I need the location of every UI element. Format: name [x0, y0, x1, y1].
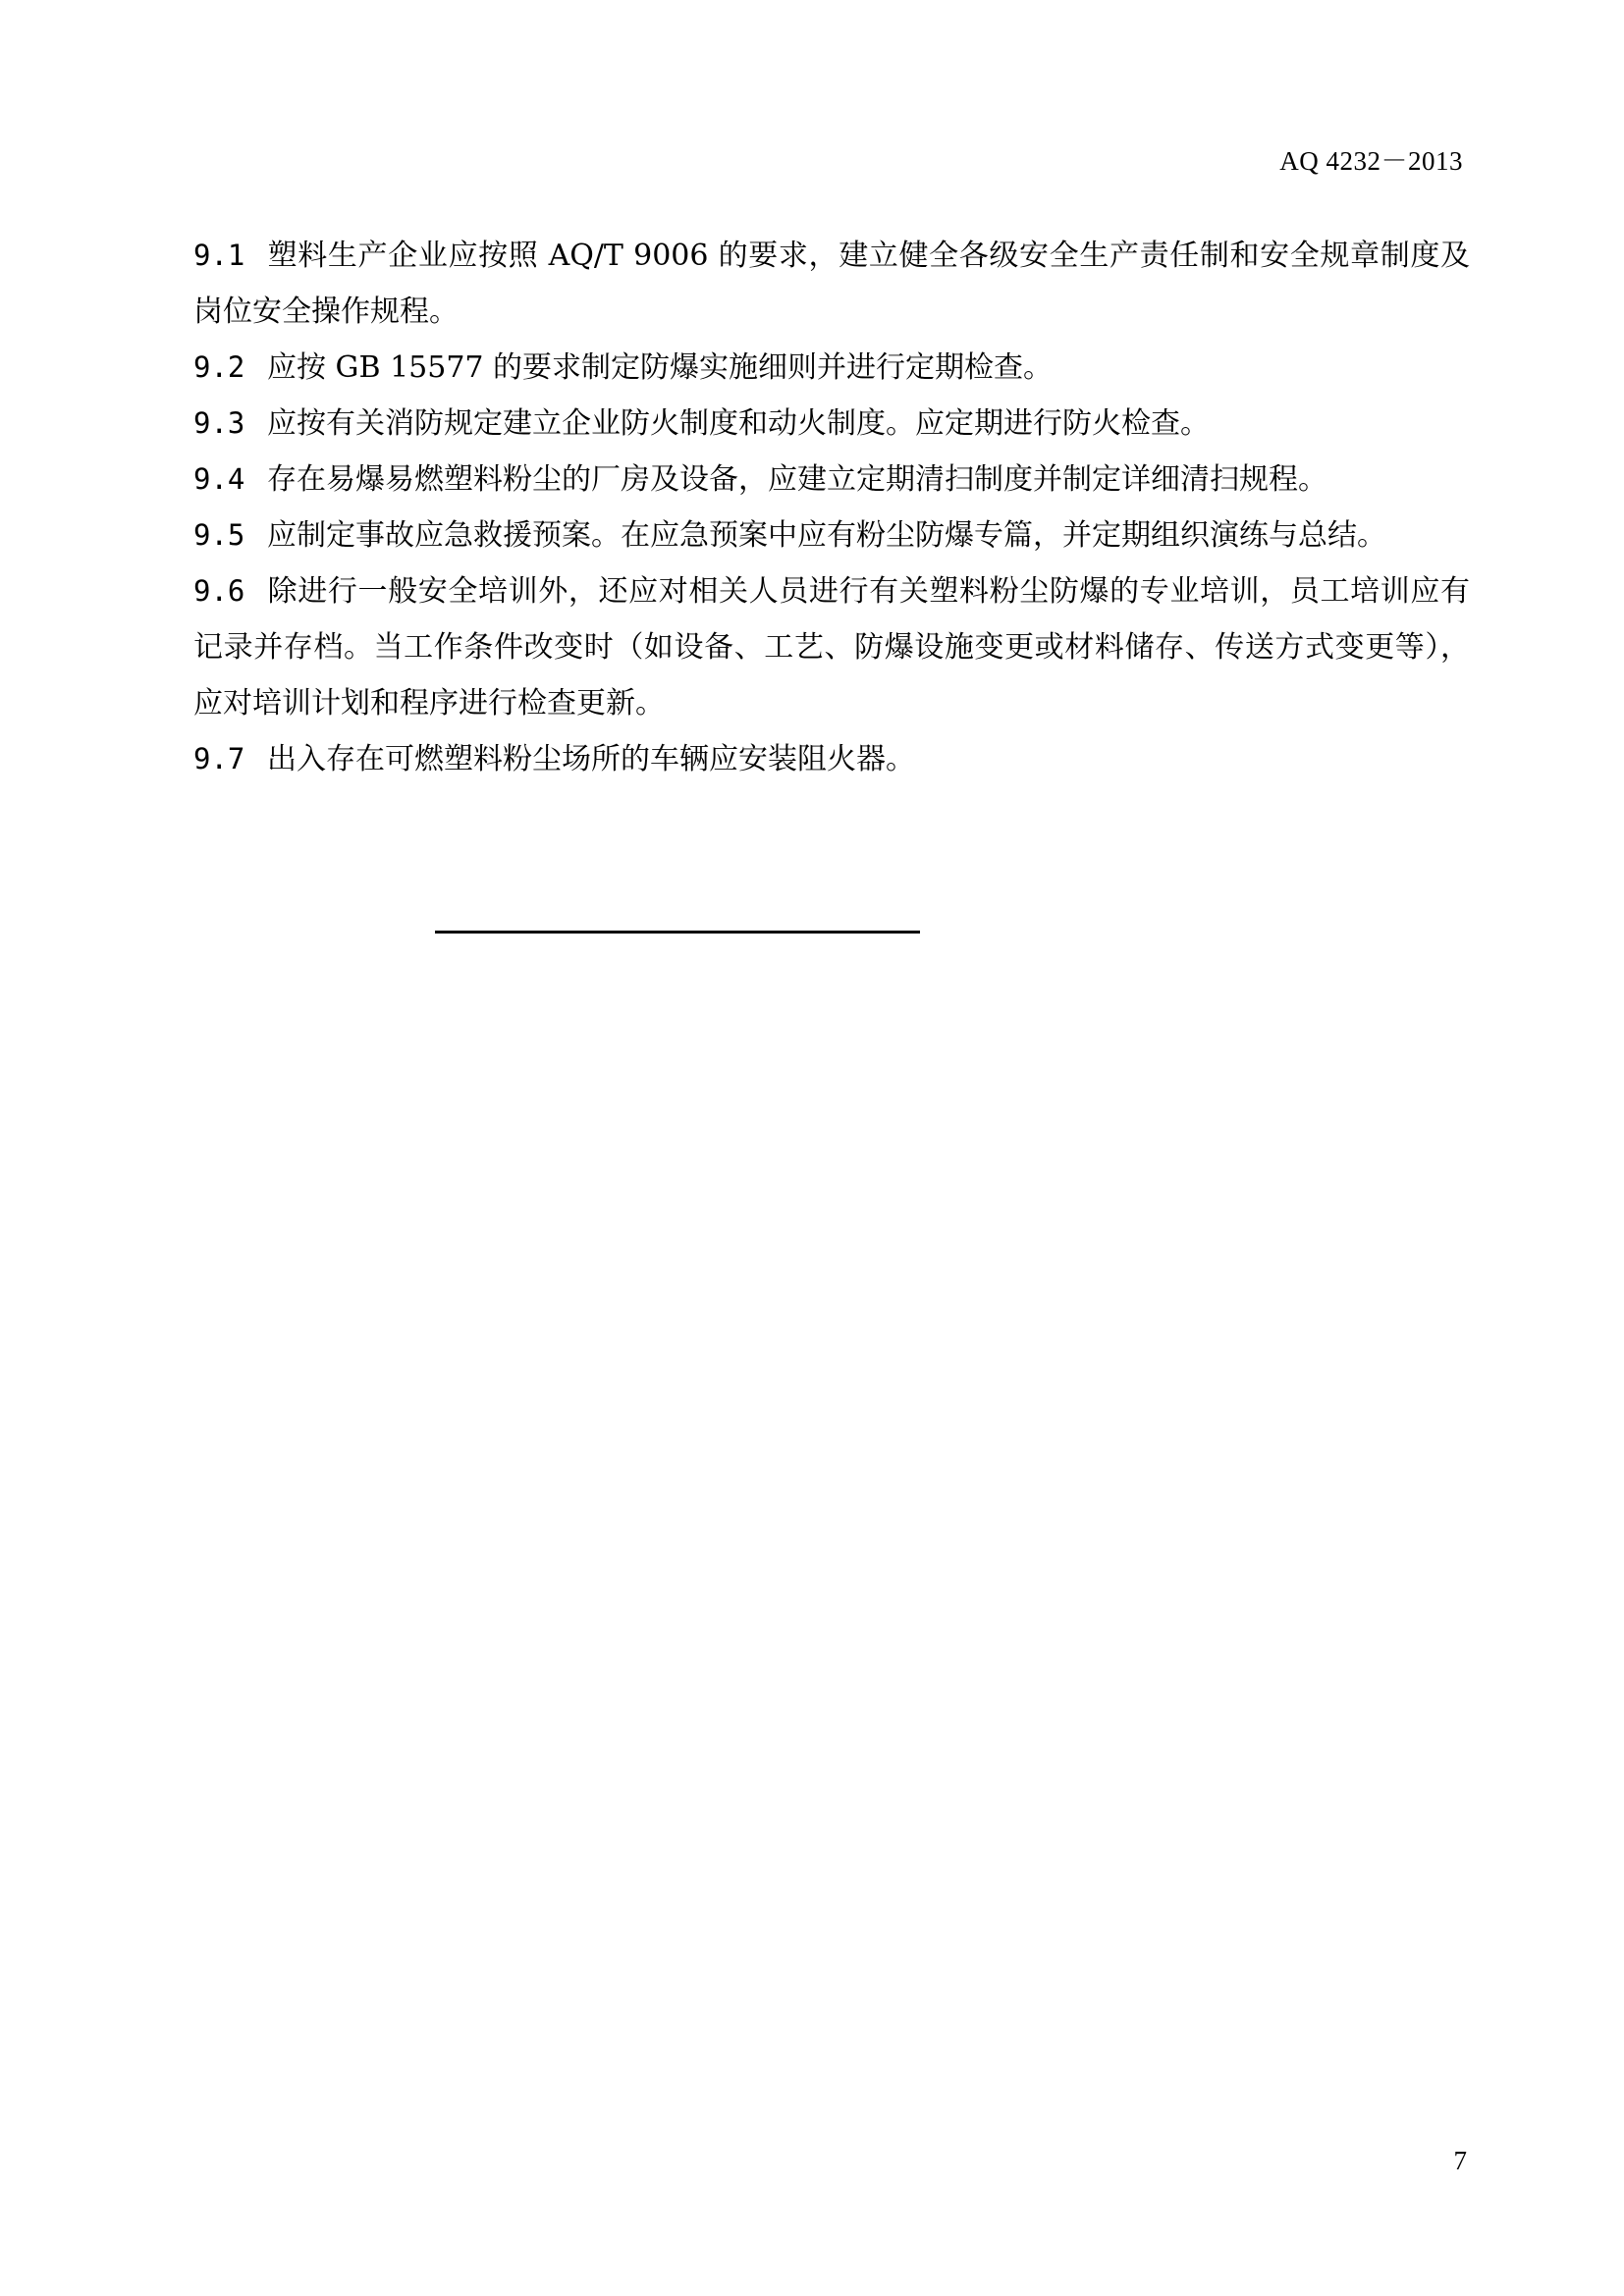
standard-code: AQ 4232－2013	[1279, 146, 1463, 176]
end-of-document-rule	[435, 931, 920, 934]
clause-9-4	[193, 452, 1470, 507]
clause-9-1	[193, 228, 1470, 340]
clause-text: 除进行一般安全培训外，还应对相关人员进行有关塑料粉尘防爆的专业培训，员工培训应有记录并存档。当工作条件改变时（如设备、工艺、防爆设施变更或材料储存、传送方式变更等），应对培训计划和程序进行检查更新。	[193, 574, 1470, 721]
clause-number: 9.5	[193, 518, 245, 552]
clause-text: 应制定事故应急救援预案。在应急预案中应有粉尘防爆专篇，并定期组织演练与总结。	[267, 518, 1386, 553]
clause-number: 9.6	[193, 574, 245, 608]
clause-9-5	[193, 507, 1470, 563]
clause-9-6	[193, 563, 1470, 731]
clause-9-7	[193, 731, 1470, 787]
clause-number: 9.4	[193, 462, 245, 496]
clause-number: 9.3	[193, 406, 245, 440]
clause-number: 9.2	[193, 350, 245, 384]
clause-text: 应按有关消防规定建立企业防火制度和动火制度。应定期进行防火检查。	[267, 406, 1210, 441]
clause-text: 塑料生产企业应按照 AQ/T 9006 的要求，建立健全各级安全生产责任制和安全规章制度及岗位安全操作规程。	[193, 239, 1470, 329]
clause-text: 出入存在可燃塑料粉尘场所的车辆应安装阻火器。	[267, 742, 915, 776]
clause-number: 9.7	[193, 742, 245, 775]
clause-number: 9.1	[193, 239, 245, 272]
clause-9-3	[193, 396, 1470, 452]
clause-text: 应按 GB 15577 的要求制定防爆实施细则并进行定期检查。	[267, 350, 1054, 385]
page-number: 7	[1453, 2146, 1467, 2175]
clause-9-2	[193, 340, 1470, 396]
clause-list	[193, 228, 1470, 787]
clause-text: 存在易爆易燃塑料粉尘的厂房及设备，应建立定期清扫制度并制定详细清扫规程。	[267, 462, 1327, 497]
